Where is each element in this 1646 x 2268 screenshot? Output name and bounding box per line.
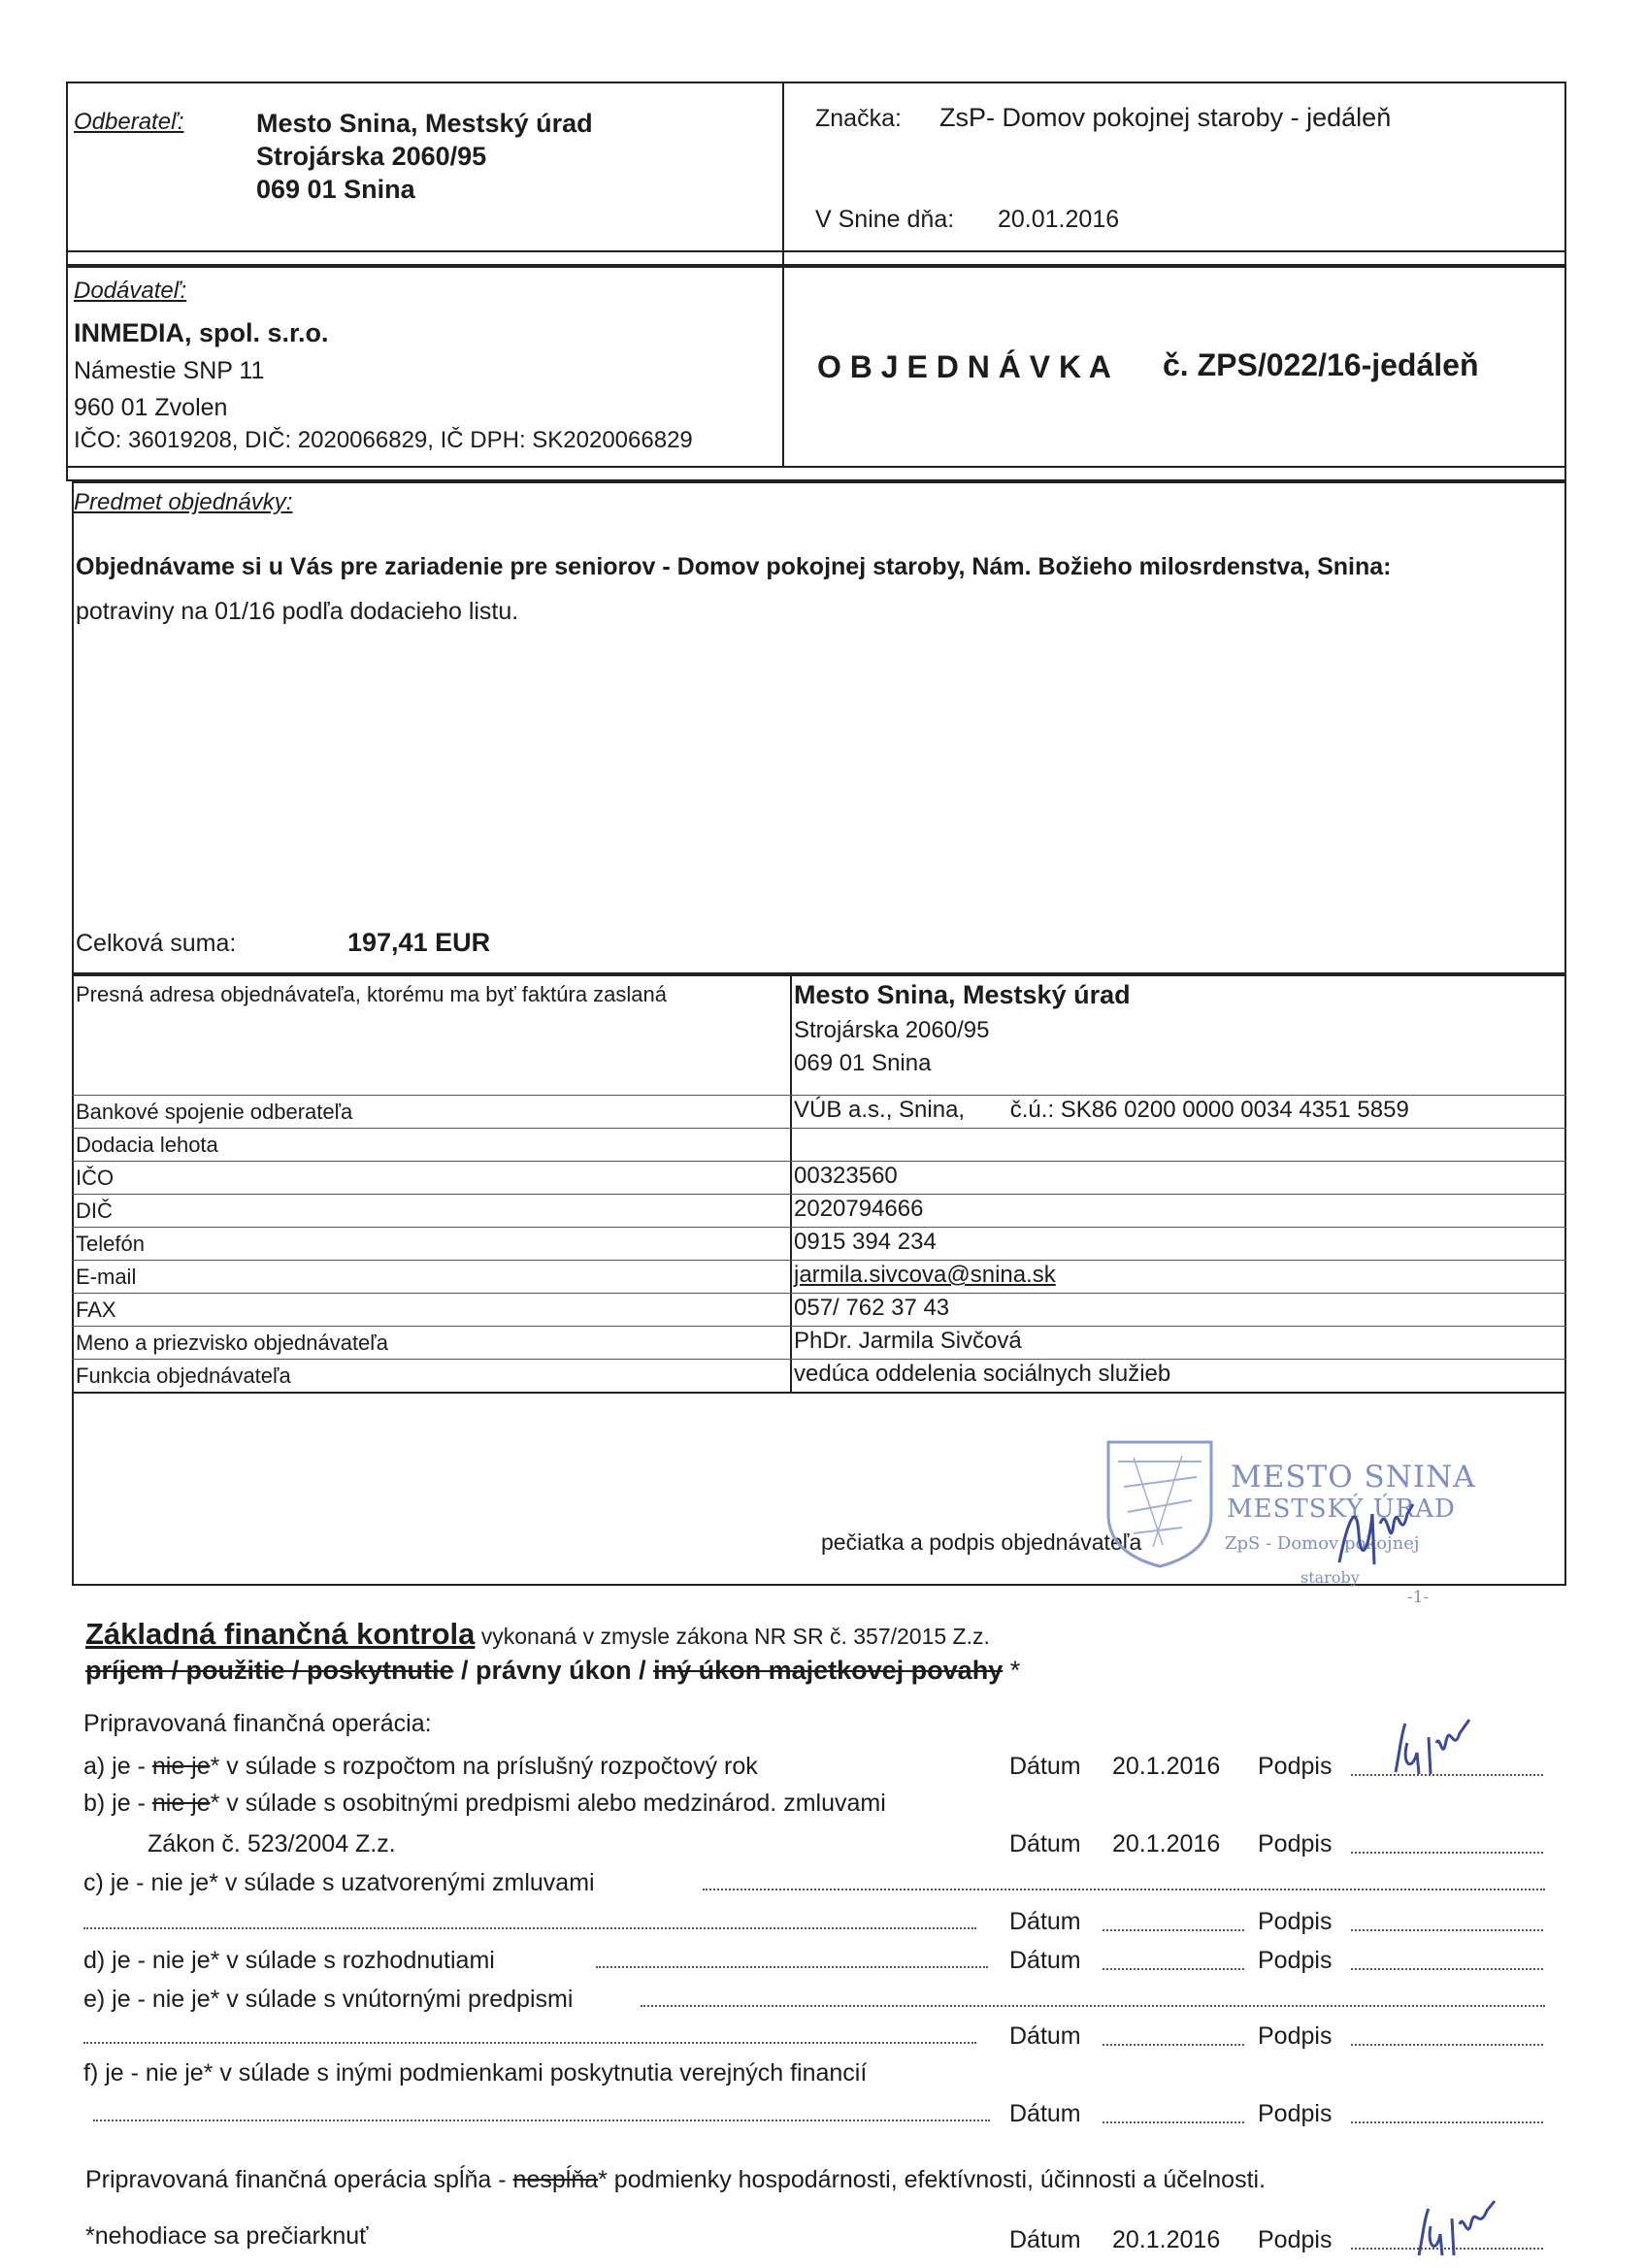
subject-detail: potraviny na 01/16 podľa dodacieho listu. [76, 598, 519, 625]
podpis-label: Podpis [1258, 1947, 1333, 1974]
podpis-label: Podpis [1258, 1753, 1333, 1780]
podpis-dots[interactable] [1351, 1852, 1543, 1854]
datum-value: 20.1.2016 [1112, 1830, 1221, 1857]
supplier-label: Dodávateľ: [74, 278, 187, 304]
detail-value: 0915 394 234 [794, 1229, 937, 1255]
odberatel-label: Odberateľ: [74, 109, 184, 135]
supplier-name: INMEDIA, spol. s.r.o. [74, 318, 329, 347]
stamp-line-1: MESTO SNINA [1231, 1460, 1476, 1495]
supplier-ids: IČO: 36019208, DIČ: 2020066829, IČ DPH: SK2020066829 [74, 427, 693, 453]
header-bottom-rule [66, 250, 1566, 252]
detail-row-rule [72, 1227, 1566, 1228]
datum-label: Dátum [1009, 2226, 1081, 2253]
supplier-divider [782, 266, 784, 468]
item-f-dots [93, 2120, 990, 2121]
stamp-signature [1330, 1495, 1436, 1572]
datum-value: 20.1.2016 [1112, 2226, 1221, 2253]
subject-label: Predmet objednávky: [74, 489, 293, 515]
final-struck: nespĺňa [512, 2166, 599, 2193]
detail-row-rule [72, 1293, 1566, 1294]
address-street: Strojárska 2060/95 [794, 1017, 990, 1043]
podpis-dots[interactable] [1351, 2121, 1543, 2123]
odberatel-city: 069 01 Snina [256, 175, 415, 204]
datum-label: Dátum [1009, 1830, 1081, 1857]
item-b-pre: b) je - [83, 1790, 152, 1817]
control-title: Základná finančná kontrola [85, 1617, 476, 1651]
item-d-dots [596, 1966, 988, 1968]
item-b [83, 1790, 886, 1818]
stamp-line-2: MESTSKÝ ÚRAD [1227, 1495, 1456, 1524]
podpis-dots[interactable] [1351, 2044, 1543, 2046]
datum-dots[interactable] [1103, 1968, 1244, 1970]
podpis-label: Podpis [1258, 2226, 1333, 2253]
odberatel-street: Strojárska 2060/95 [256, 142, 487, 171]
detail-label: Dodacia lehota [76, 1133, 218, 1157]
control-intro: Pripravovaná finančná operácia: [83, 1710, 432, 1737]
odberatel-name: Mesto Snina, Mestský úrad [256, 109, 593, 138]
podpis-label: Podpis [1258, 2022, 1333, 2050]
types-struck-1: príjem / použitie / poskytnutie [85, 1656, 454, 1685]
final-post: * podmienky hospodárnosti, efektívnosti, účinnosti a účelnosti. [598, 2166, 1267, 2193]
detail-row-rule [72, 1161, 1566, 1162]
datum-dots[interactable] [1103, 1929, 1244, 1931]
control-title-suffix: vykonaná v zmysle zákona NR SR č. 357/2015 Z.z. [475, 1624, 990, 1649]
detail-label: DIČ [76, 1199, 113, 1223]
final-statement [85, 2166, 1266, 2194]
detail-label: FAX [76, 1298, 116, 1322]
supplier-bottom-rule [66, 466, 1566, 468]
order-number: č. ZPS/022/16-jedáleň [1163, 347, 1479, 382]
item-d: d) je - nie je* v súlade s rozhodnutiami [83, 1947, 495, 1974]
znacka-label: Značka: [815, 105, 902, 132]
detail-value: 2020794666 [794, 1196, 924, 1222]
item-e-dots-1 [641, 2005, 1545, 2007]
address-city: 069 01 Snina [794, 1050, 932, 1076]
detail-value[interactable]: jarmila.sivcova@snina.sk [794, 1262, 1056, 1288]
address-label: Presná adresa objednávateľa, ktorému ma byť faktúra zaslaná [76, 982, 668, 1006]
item-c: c) je - nie je* v súlade s uzatvorenými zmluvami [83, 1869, 595, 1896]
supplier-city: 960 01 Zvolen [74, 394, 228, 421]
podpis-dots[interactable] [1351, 1929, 1543, 1931]
datum-label: Dátum [1009, 1908, 1081, 1935]
detail-row-rule [72, 1095, 1566, 1096]
control-heading [85, 1617, 990, 1652]
podpis-label: Podpis [1258, 1908, 1333, 1935]
detail-label: IČO [76, 1166, 115, 1190]
types-sep-1: / právny úkon / [453, 1656, 654, 1685]
item-b-law: Zákon č. 523/2004 Z.z. [148, 1830, 396, 1857]
date-label: V Snine dňa: [815, 206, 955, 233]
item-e: e) je - nie je* v súlade s vnútornými predpismi [83, 1986, 574, 2013]
signature-a [1382, 1714, 1498, 1782]
item-b-struck: nie je [151, 1790, 211, 1817]
address-name: Mesto Snina, Mestský úrad [794, 980, 1131, 1009]
detail-value: 00323560 [794, 1163, 898, 1189]
item-a-pre: a) je - [83, 1753, 152, 1780]
detail-value: VÚB a.s., Snina, č.ú.: SK86 0200 0000 0034 4351 5859 [794, 1097, 1409, 1123]
item-a-struck: nie je [151, 1753, 211, 1780]
detail-label: Funkcia objednávateľa [76, 1364, 291, 1388]
detail-row-rule [72, 1260, 1566, 1261]
stamp-line-4: staroby [1300, 1568, 1360, 1587]
datum-label: Dátum [1009, 1947, 1081, 1974]
date-value: 20.01.2016 [998, 206, 1120, 233]
city-seal [1104, 1438, 1215, 1570]
item-e-dots-2 [83, 2042, 976, 2044]
details-divider [790, 974, 792, 1394]
order-title: O B J E D N Á V K A [817, 349, 1111, 384]
datum-dots[interactable] [1103, 2044, 1244, 2046]
detail-value: PhDr. Jarmila Sivčová [794, 1328, 1022, 1354]
footnote: *nehodiace sa prečiarknuť [85, 2222, 369, 2250]
podpis-label: Podpis [1258, 2100, 1333, 2127]
datum-label: Dátum [1009, 1753, 1081, 1780]
detail-label: Meno a priezvisko objednávateľa [76, 1331, 388, 1355]
datum-label: Dátum [1009, 2022, 1081, 2050]
signature-final [1409, 2197, 1516, 2263]
item-b-post: * v súlade s osobitnými predpismi alebo medzinárod. zmluvami [210, 1790, 886, 1817]
detail-row-rule [72, 1128, 1566, 1129]
podpis-dots[interactable] [1351, 1968, 1543, 1970]
item-a-post: * v súlade s rozpočtom na príslušný rozpočtový rok [210, 1753, 758, 1780]
znacka-value: ZsP- Domov pokojnej staroby - jedáleň [939, 103, 1392, 132]
stamp-caption: pečiatka a podpis objednávateľa [821, 1529, 1142, 1555]
detail-row-rule [72, 1326, 1566, 1327]
podpis-label: Podpis [1258, 1830, 1333, 1857]
stamp-line-5: -1- [1407, 1588, 1430, 1607]
detail-row-rule [72, 1194, 1566, 1195]
detail-value: vedúca oddelenia sociálnych služieb [794, 1361, 1171, 1387]
item-f: f) je - nie je* v súlade s inými podmienkami poskytnutia verejných financií [83, 2059, 868, 2087]
header-divider [782, 82, 784, 266]
subject-main: Objednávame si u Vás pre zariadenie pre seniorov - Domov pokojnej staroby, Nám. Božieho milosrdenstva, Snina: [76, 553, 1392, 580]
detail-label: E-mail [76, 1265, 137, 1289]
total-label: Celková suma: [76, 930, 237, 957]
datum-value: 20.1.2016 [1112, 1753, 1221, 1780]
detail-value: 057/ 762 37 43 [794, 1295, 950, 1321]
types-star: * [1003, 1656, 1021, 1685]
supplier-street: Námestie SNP 11 [74, 357, 265, 384]
datum-label: Dátum [1009, 2100, 1081, 2127]
detail-label: Telefón [76, 1232, 145, 1256]
final-pre: Pripravovaná finančná operácia spĺňa - [85, 2166, 513, 2193]
item-a [83, 1753, 758, 1781]
detail-row-rule [72, 1359, 1566, 1360]
types-struck-2: iný úkon majetkovej povahy [653, 1656, 1004, 1685]
item-c-dots-2 [83, 1927, 976, 1929]
stamp-line-3: ZpS - Domov pokojnej [1225, 1533, 1420, 1554]
detail-label: Bankové spojenie odberateľa [76, 1100, 353, 1124]
datum-dots[interactable] [1103, 2121, 1244, 2123]
item-c-dots-1 [703, 1889, 1545, 1890]
total-value: 197,41 EUR [347, 928, 491, 957]
control-types [85, 1656, 1020, 1686]
